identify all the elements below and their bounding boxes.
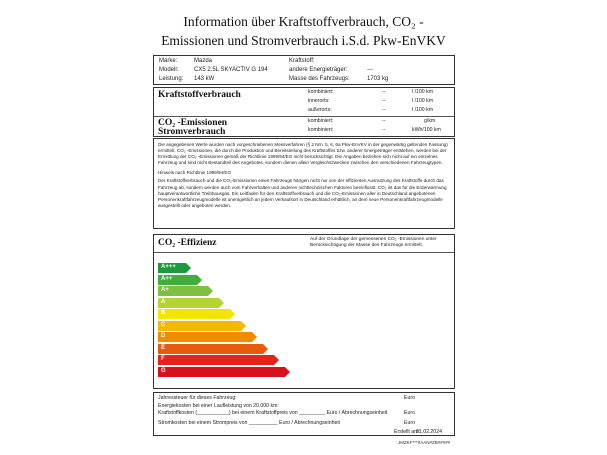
consumption-combined-value: -- [382,89,386,95]
co2-combined-label: kombiniert: [308,118,334,124]
tax-euro: Euro [404,395,415,401]
efficiency-class-7 [158,344,263,354]
power-costs-euro: Euro [404,420,415,426]
efficiency-class-2 [158,286,208,296]
consumption-urban-value: -- [382,98,386,104]
page-title-line2: Emissionen und Stromverbrauch i.S.d. Pkw-EnVKV [161,33,446,48]
other-energy-label: andere Energieträger: [289,67,348,73]
power-combined-value: -- [382,127,386,133]
efficiency-class-label: G [161,367,166,374]
created-date: 01.02.2024 [416,429,442,435]
consumption-combined-label: kombiniert: [308,89,334,95]
co2-heading: CO₂ -Emissionen [158,118,228,128]
efficiency-class-label: A++ [161,275,173,282]
mass-value: 1703 kg [367,76,389,82]
consumption-urban-label: innerorts: [308,98,330,104]
efficiency-box [153,234,455,389]
co2-combined-value: -- [382,118,386,124]
efficiency-class-3 [158,298,219,308]
power-combined-unit: kWh/100 km [412,127,441,133]
efficiency-divider [154,252,454,253]
consumption-combined-unit: l /100 km [412,89,434,95]
notes-paragraph-1: Die angegebenen Werte wurden nach vorgeschriebenen Messverfahren (§ 2 Nrn. 5, 6, 6a Pkw-EnVKV in der gegenwärtig geltenden Fassung) ermittelt. CO₂ -Emissionen, die durch die Produktion und Bereitstellung des Kraftstoffes bzw. anderer Energieträger entstehen, werden bei der Ermittlung der CO₂ -Emissionen gemäß der Richtlinie 1999/94/EG nicht berücksichtigt. Die Angaben beziehen sich nicht auf ein einzelnes Fahrzeug und sind nicht Bestandteil des Angebotes, sondern dienen allein Vergleichszwecken zwischen den verschiedenen Fahrzeugtypen. [158,142,448,166]
tax-label: Jahressteuer für dieses Fahrzeug: [158,395,237,401]
efficiency-scale [158,263,298,383]
co2-combined-unit: g/km [424,118,436,124]
efficiency-class-label: A [161,298,166,305]
efficiency-class-0 [158,263,186,273]
brand-value: Mazda [194,58,213,64]
consumption-heading: Kraftstoffverbrauch [158,90,241,100]
notes-paragraph-2: Hinweis nach Richtlinie 1999/94/EG [158,170,232,176]
efficiency-class-label: A+++ [161,264,176,270]
power-consumption-heading: Stromverbrauch [158,127,226,137]
mass-label: Masse des Fahrzeugs: [289,76,350,82]
efficiency-class-8 [158,355,274,365]
model-label: Modell: [159,67,179,73]
costs-box [153,392,455,436]
power-costs-label: Stromkosten bei einem Strompreis von __________ Euro / Abrechnungseinheit [158,420,340,426]
created-label: Erstellt am: [394,429,420,435]
consumption-box [153,87,455,137]
efficiency-class-9 [158,367,285,377]
efficiency-heading: CO₂ -Effizienz [158,238,217,248]
power-combined-label: kombiniert: [308,127,334,133]
notes-paragraph-3: Der Kraftstoffverbrauch und die CO₂-Emissionen eines Fahrzeugs hängen nicht nur von der effizienten Ausnutzung des Kraftstoffs durch das Fahrzeug ab, sondern werden auch vom Fahrverhalten und anderen nichttechnischen Faktoren beeinflusst. CO₂ ist das für die Erderwärmung hauptverantwortliche Treibhausgas. Ein Leitfaden für den Kraftstoffverbrauch und die CO₂-Emissionen aller in Deutschland angebotenen Personenkraftfahrzeugmodelle ist unentgeltlich an jedem Verkaufsort in Deutschland erhältlich, an dem neue Personenkraftfahrzeugmodelle ausgestellt oder angeboten werden. [158,178,447,208]
power-value: 143 kW [194,76,215,82]
efficiency-description: Auf der Grundlage der gemessenen CO₂ -Emissionen unter Berücksichtigung der Masse des Fahrzeugs ermittelt. [310,237,437,249]
model-value: CX5 2.5L SKYACTIV G 194 [194,67,268,73]
efficiency-class-label: E [161,344,166,351]
consumption-extraurban-value: -- [382,107,386,113]
notes-box [153,138,455,229]
consumption-divider [154,116,454,117]
fuel-costs-label: Kraftstoffkosten (___________) bei einem Kraftstoffpreis von _________ Euro / Abrechnungseinheit [158,410,388,416]
efficiency-class-5 [158,321,241,331]
power-label: Leistung: [159,76,184,82]
energy-costs-label: Energiekosten bei einer Laufleistung von 20.000 km: [158,403,279,409]
efficiency-class-1 [158,275,197,285]
brand-label: Marke: [159,58,178,64]
fuel-label: Kraftstoff: [289,58,315,64]
consumption-extraurban-label: außerorts: [308,107,332,113]
fuel-costs-euro: Euro [404,410,415,416]
efficiency-class-label: B [161,310,166,316]
efficiency-class-label: A+ [161,287,169,293]
vehicle-code: JMZKF***#AAN#ZB##### [398,440,451,445]
vehicle-info-box [153,55,455,85]
efficiency-class-4 [158,309,230,319]
efficiency-class-label: C [161,321,166,328]
page-title-line1: Information über Kraftstoffverbrauch, CO₂ - [183,14,424,29]
consumption-urban-unit: l /100 km [412,98,434,104]
efficiency-class-6 [158,332,252,342]
consumption-extraurban-unit: l /100 km [412,107,434,113]
other-energy-value: --- [367,67,373,73]
efficiency-class-label: F [161,356,165,362]
efficiency-class-label: D [161,333,166,339]
